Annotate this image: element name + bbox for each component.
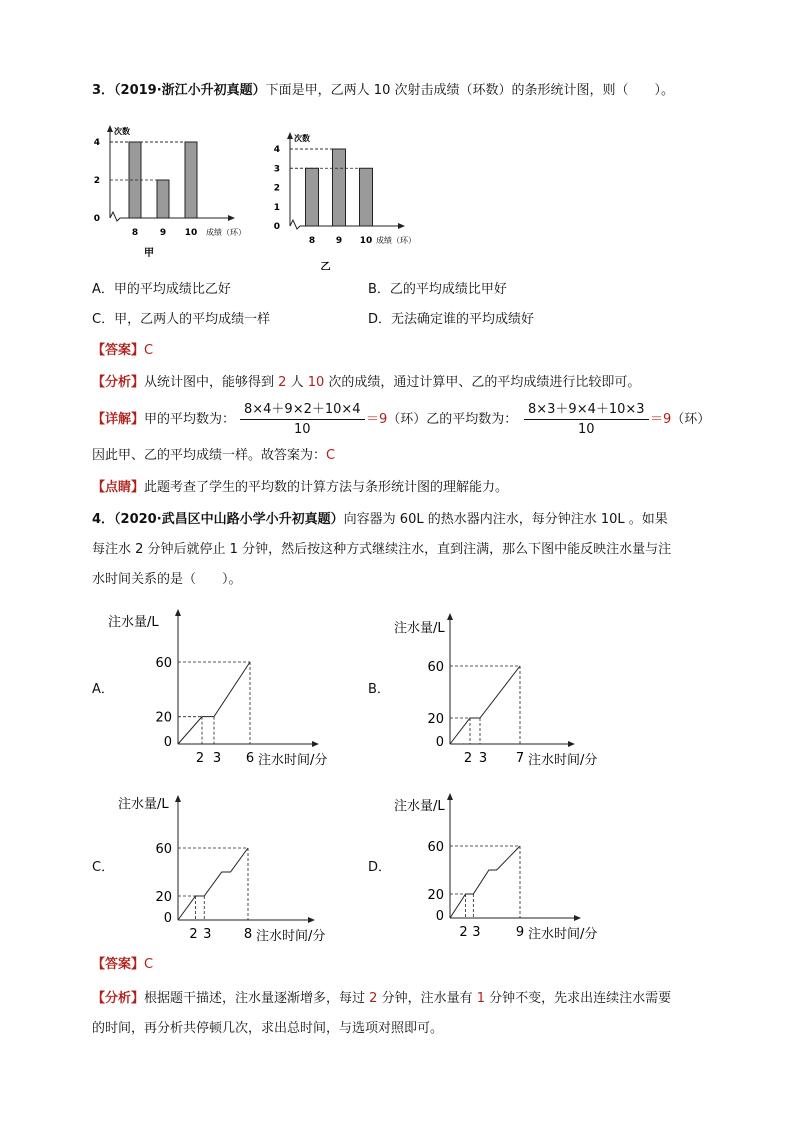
x-tick-label: 3 (203, 927, 212, 942)
x-tick-label: 2 (189, 927, 198, 942)
y-axis-label: 注水量/L (394, 621, 445, 636)
q4-analysis-line2: 的时间，再分析共停顿几次，求出总时间，与选项对照即可。 (92, 1021, 444, 1036)
q3-comment-tag: 【点睛】 (92, 480, 145, 495)
q3-analysis (92, 374, 640, 392)
q3-analysis-tag: 【分析】 (92, 375, 145, 390)
q3-result-jia: ＝9 (366, 412, 388, 427)
q4-analysis-num1: 2 (369, 991, 378, 1006)
q3-option-a: A．甲的平均成绩比乙好 (92, 282, 231, 297)
q4-analysis-tag: 【分析】 (92, 991, 145, 1006)
y-tick-label: 4 (93, 138, 100, 148)
series-line (178, 848, 248, 920)
y-tick-label: 0 (435, 909, 444, 924)
line-chart-option-d (384, 790, 614, 950)
q3-conclusion-answer: C (326, 448, 336, 463)
y-axis-arrow (175, 609, 181, 616)
x-tick-label: 9 (515, 925, 525, 940)
y-axis-label: 次数 (114, 127, 130, 136)
y-axis-arrow (447, 793, 453, 800)
q3-fraction-yi-denominator: 10 (578, 422, 595, 437)
q3-detail-text1: 甲的平均数为： (144, 412, 236, 427)
x-axis-label: 注水时间/分 (528, 927, 598, 942)
x-tick-label: 8 (308, 236, 316, 246)
y-tick-label: 60 (155, 842, 172, 857)
q4-label-a: A． (92, 682, 114, 697)
q4-answer-tag: 【答案】 (92, 957, 145, 972)
y-tick-label: 20 (155, 710, 172, 726)
q4-stem-line2: 每注水 2 分钟后就停止 1 分钟，然后按这种方式继续注水，直到注满，那么下图中能反映注水量与注 (92, 542, 672, 557)
q3-analysis-num1: 2 (278, 375, 287, 390)
y-tick-label: 60 (155, 656, 172, 671)
x-tick-label: 3 (478, 751, 488, 766)
series-line (450, 846, 520, 918)
q3-analysis-num2: 10 (307, 375, 325, 390)
y-axis-label: 次数 (294, 134, 310, 143)
x-axis-label: 注水时间/分 (528, 753, 598, 768)
q3-option-d: D．无法确定谁的平均成绩好 (368, 312, 535, 327)
q3-comment-text: 此题考查了学生的平均数的计算方法与条形统计图的理解能力。 (144, 480, 509, 495)
y-axis-arrow (287, 132, 293, 139)
y-tick-label: 20 (427, 712, 444, 727)
x-tick-label: 3 (472, 925, 481, 940)
x-axis-label: 成绩（环） (206, 228, 246, 237)
q4-stem-text1: 向容器为 60L 的热水器内注水，每分钟注水 10L 。如果 (343, 512, 668, 527)
q4-answer-value: C (144, 957, 154, 972)
chart-title: 甲 (144, 248, 154, 259)
bar (185, 142, 197, 218)
q4-answer (92, 956, 153, 974)
q3-comment (92, 479, 508, 497)
q3-fraction-yi-numerator: 8×3＋9×4＋10×3 (524, 398, 649, 420)
x-tick-label: 2 (459, 925, 468, 940)
q3-option-b: B．乙的平均成绩比甲好 (368, 282, 507, 297)
q3-detail-tag: 【详解】 (92, 412, 145, 427)
y-axis-arrow (175, 795, 181, 802)
x-tick-label: 3 (212, 751, 222, 766)
y-tick-label: 0 (163, 735, 172, 750)
q4-label-c: C． (92, 860, 115, 875)
x-tick-label: 8 (131, 228, 139, 238)
y-tick-label: 2 (93, 176, 100, 186)
q3-number: 3． (92, 83, 115, 98)
q3-detail-label (92, 411, 235, 429)
q4-label-d: D． (368, 860, 392, 875)
q4-analysis-num2: 1 (476, 991, 485, 1006)
x-axis-label: 注水时间/分 (256, 929, 326, 944)
y-tick-label: 4 (273, 145, 280, 155)
q3-source: （2019·浙江小升初真题） (114, 83, 266, 98)
q3-analysis-text1: 从统计图中，能够得到 (144, 375, 279, 390)
bar (333, 149, 346, 226)
x-axis-arrow (312, 741, 319, 747)
y-axis-arrow (447, 613, 453, 620)
x-axis-arrow (574, 915, 581, 921)
q4-stem-line1 (92, 511, 668, 529)
q4-label-b: B． (368, 682, 390, 697)
bar (157, 180, 169, 218)
line-chart-option-b (384, 610, 614, 776)
q4-analysis (92, 990, 671, 1008)
x-axis-arrow (308, 917, 315, 923)
chart-title: 乙 (320, 262, 331, 270)
x-tick-label: 9 (159, 228, 167, 238)
q4-number: 4． (92, 512, 115, 527)
q3-option-c: C．甲，乙两人的平均成绩一样 (92, 312, 271, 327)
series-line (450, 666, 520, 744)
x-tick-label: 10 (184, 228, 198, 238)
y-tick-label: 2 (273, 183, 280, 194)
y-tick-label: 0 (273, 222, 280, 232)
y-tick-label: 1 (273, 202, 280, 213)
q4-analysis-text1: 根据题干描述，注水量逐渐增多，每过 (144, 991, 370, 1006)
x-axis-arrow (228, 215, 235, 221)
q3-analysis-text2: 人 (286, 375, 308, 390)
y-tick-label: 20 (427, 888, 444, 903)
q3-fraction-yi (524, 398, 649, 437)
q4-stem-line3: 水时间关系的是（ ）。 (92, 572, 242, 587)
x-tick-label: 7 (515, 751, 525, 766)
x-tick-label: 2 (463, 751, 473, 766)
q3-detail-text2: （环）乙的平均数为： (387, 412, 518, 427)
q3-answer-tag: 【答案】 (92, 343, 145, 358)
y-tick-label: 0 (435, 735, 444, 750)
x-tick-label: 2 (195, 751, 205, 766)
line-chart-option-c (108, 790, 348, 950)
y-tick-label: 20 (155, 890, 172, 905)
q4-analysis-text3: 分钟不变，先求出连续注水需要 (484, 991, 672, 1006)
q3-detail-end (650, 411, 710, 429)
x-tick-label: 6 (245, 751, 255, 766)
q3-analysis-text3: 次的成绩，通过计算甲、乙的平均成绩进行比较即可。 (324, 375, 641, 390)
y-tick-label: 3 (273, 164, 280, 175)
y-axis-label: 注水量/L (118, 797, 169, 812)
x-axis-label: 成绩（环） (376, 236, 416, 245)
y-tick-label: 0 (163, 911, 172, 926)
q4-source: （2020·武昌区中山路小学小升初真题） (114, 512, 344, 527)
x-axis-arrow (568, 741, 575, 747)
bar-chart-jia (88, 112, 268, 262)
q4-analysis-text2: 分钟，注水量有 (377, 991, 477, 1006)
y-tick-label: 0 (93, 214, 100, 224)
q3-answer-value: C (144, 343, 154, 358)
bar (306, 168, 319, 226)
q3-detail-mid (366, 411, 517, 429)
q3-fraction-jia-numerator: 8×4＋9×2＋10×4 (240, 398, 365, 420)
x-tick-label: 10 (359, 236, 373, 246)
x-tick-label: 8 (243, 927, 253, 942)
x-axis-arrow (398, 223, 405, 229)
x-tick-label: 9 (335, 236, 343, 246)
x-axis-label: 注水时间/分 (258, 753, 328, 768)
q3-fraction-jia (240, 398, 365, 437)
q3-fraction-jia-denominator: 10 (294, 422, 311, 437)
bar-chart-yi (268, 120, 438, 270)
q3-answer (92, 342, 153, 360)
bar (360, 168, 373, 226)
q3-conclusion-text: 因此甲、乙的平均成绩一样。故答案为： (92, 448, 327, 463)
y-axis-arrow (107, 125, 113, 132)
q3-conclusion (92, 447, 335, 465)
y-tick-label: 60 (427, 660, 444, 675)
q3-result-yi: ＝9 (650, 412, 672, 427)
y-axis-label: 注水量/L (394, 799, 445, 814)
line-chart-option-a (108, 604, 348, 776)
q3-stem (92, 82, 674, 100)
q3-detail-unit: （环） (671, 412, 711, 427)
y-axis-label: 注水量/L (108, 615, 159, 630)
y-tick-label: 60 (427, 840, 444, 855)
q3-stem-text: 下面是甲，乙两人 10 次射击成绩（环数）的条形统计图，则（ ）。 (265, 83, 674, 98)
